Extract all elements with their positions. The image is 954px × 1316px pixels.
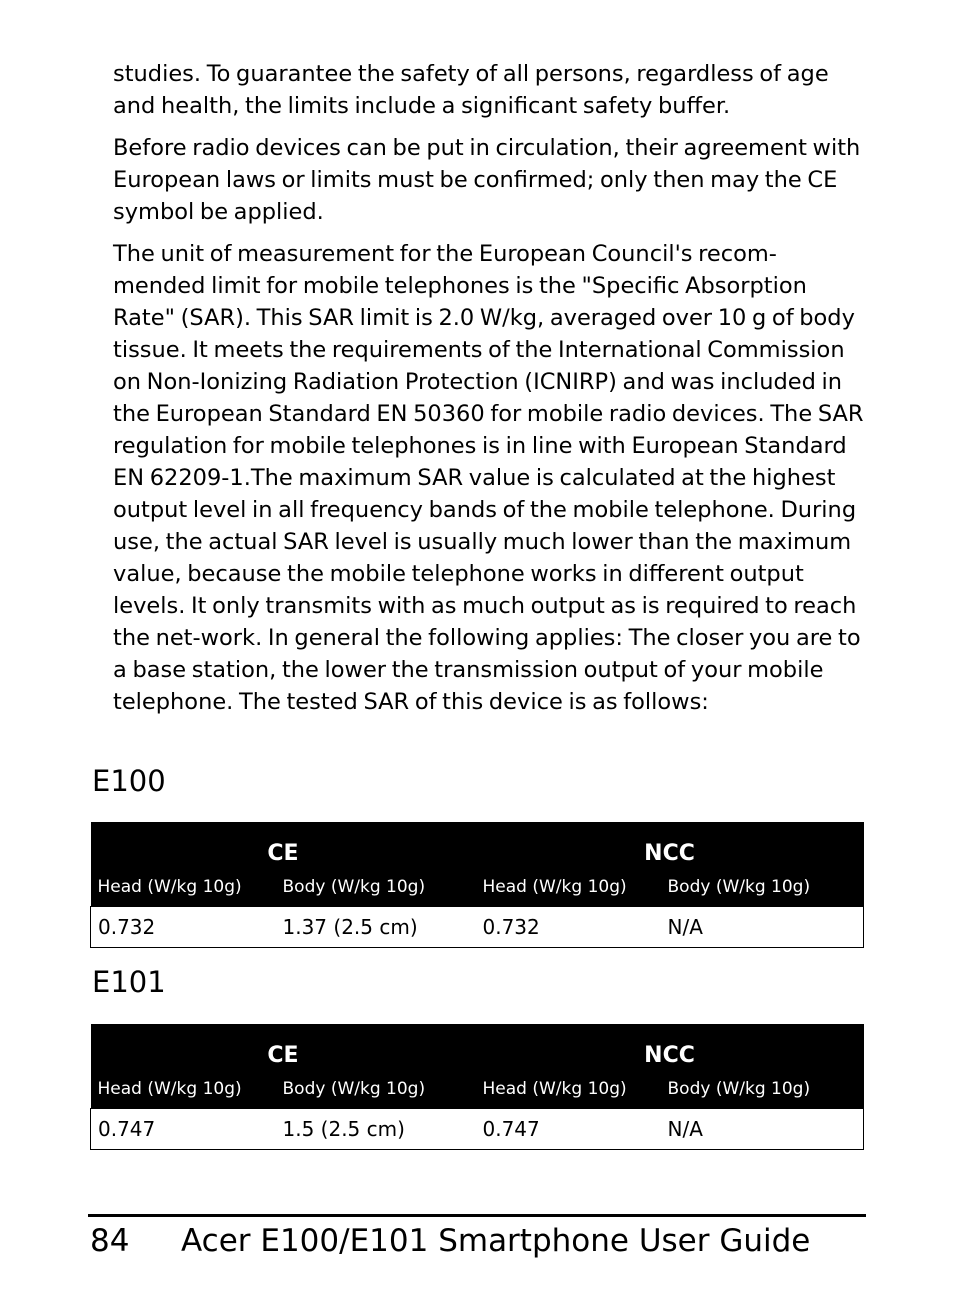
table-cell: 0.747 — [476, 1109, 661, 1150]
group-header-ce: CE — [91, 1024, 476, 1070]
paragraph-ce-symbol: Before radio devices can be put in circulation, their agreement with European laws or limits must be confirmed; only then may the CE symbol be applied. — [113, 135, 861, 225]
model-heading-e101: E101 — [92, 965, 166, 999]
table-row — [91, 907, 864, 948]
sar-table-e101 — [90, 1024, 864, 1150]
column-header: Head (W/kg 10g) — [476, 1070, 661, 1109]
group-header-ncc: NCC — [476, 822, 864, 868]
group-header-ce: CE — [91, 822, 476, 868]
paragraph-sar-explanation: The unit of measurement for the European Council's recom-mended limit for mobile telephones is the "Specific Absorption Rate" (SAR). This SAR limit is 2.0 W/kg, averaged over 10 g of body tissue. It meets the requirements of the International Commission on Non-Ionizing Radiation Protection (ICNIRP) and was included in the European Standard EN 50360 for mobile radio devices. The SAR regulation for mobile telephones is in line with European Standard EN 62209-1.The maximum SAR value is calculated at the highest output level in all frequency bands of the mobile telephone. During use, the actual SAR level is usually much lower than the maximum value, because the mobile telephone works in different output levels. It only transmits with as much output as is required to reach the net-work. In general the following applies: The closer you are to a base station, the lower the transmission output of your mobile telephone. The tested SAR of this device is as follows: — [113, 241, 864, 715]
paragraph-safety-buffer: studies. To guarantee the safety of all persons, regardless of age and health, the limits include a significant safety buffer. — [113, 61, 829, 119]
table-cell: 0.732 — [476, 907, 661, 948]
table-group-header-row — [91, 822, 864, 868]
table-column-header-row — [91, 1070, 864, 1109]
table-cell: N/A — [661, 907, 864, 948]
table-column-header-row — [91, 868, 864, 907]
column-header: Head (W/kg 10g) — [91, 868, 276, 907]
column-header: Body (W/kg 10g) — [276, 868, 476, 907]
model-heading-e100: E100 — [92, 764, 166, 798]
table-cell: N/A — [661, 1109, 864, 1150]
column-header: Body (W/kg 10g) — [661, 1070, 864, 1109]
table-cell: 1.5 (2.5 cm) — [276, 1109, 476, 1150]
footer-divider — [88, 1214, 866, 1217]
table-cell: 1.37 (2.5 cm) — [276, 907, 476, 948]
footer-guide-title: Acer E100/E101 Smartphone User Guide — [181, 1223, 811, 1259]
table-cell: 0.747 — [91, 1109, 276, 1150]
group-header-ncc: NCC — [476, 1024, 864, 1070]
column-header: Body (W/kg 10g) — [276, 1070, 476, 1109]
page-number: 84 — [90, 1223, 130, 1259]
table-group-header-row — [91, 1024, 864, 1070]
column-header: Body (W/kg 10g) — [661, 868, 864, 907]
column-header: Head (W/kg 10g) — [476, 868, 661, 907]
table-row — [91, 1109, 864, 1150]
sar-table-e100 — [90, 822, 864, 948]
table-cell: 0.732 — [91, 907, 276, 948]
column-header: Head (W/kg 10g) — [91, 1070, 276, 1109]
